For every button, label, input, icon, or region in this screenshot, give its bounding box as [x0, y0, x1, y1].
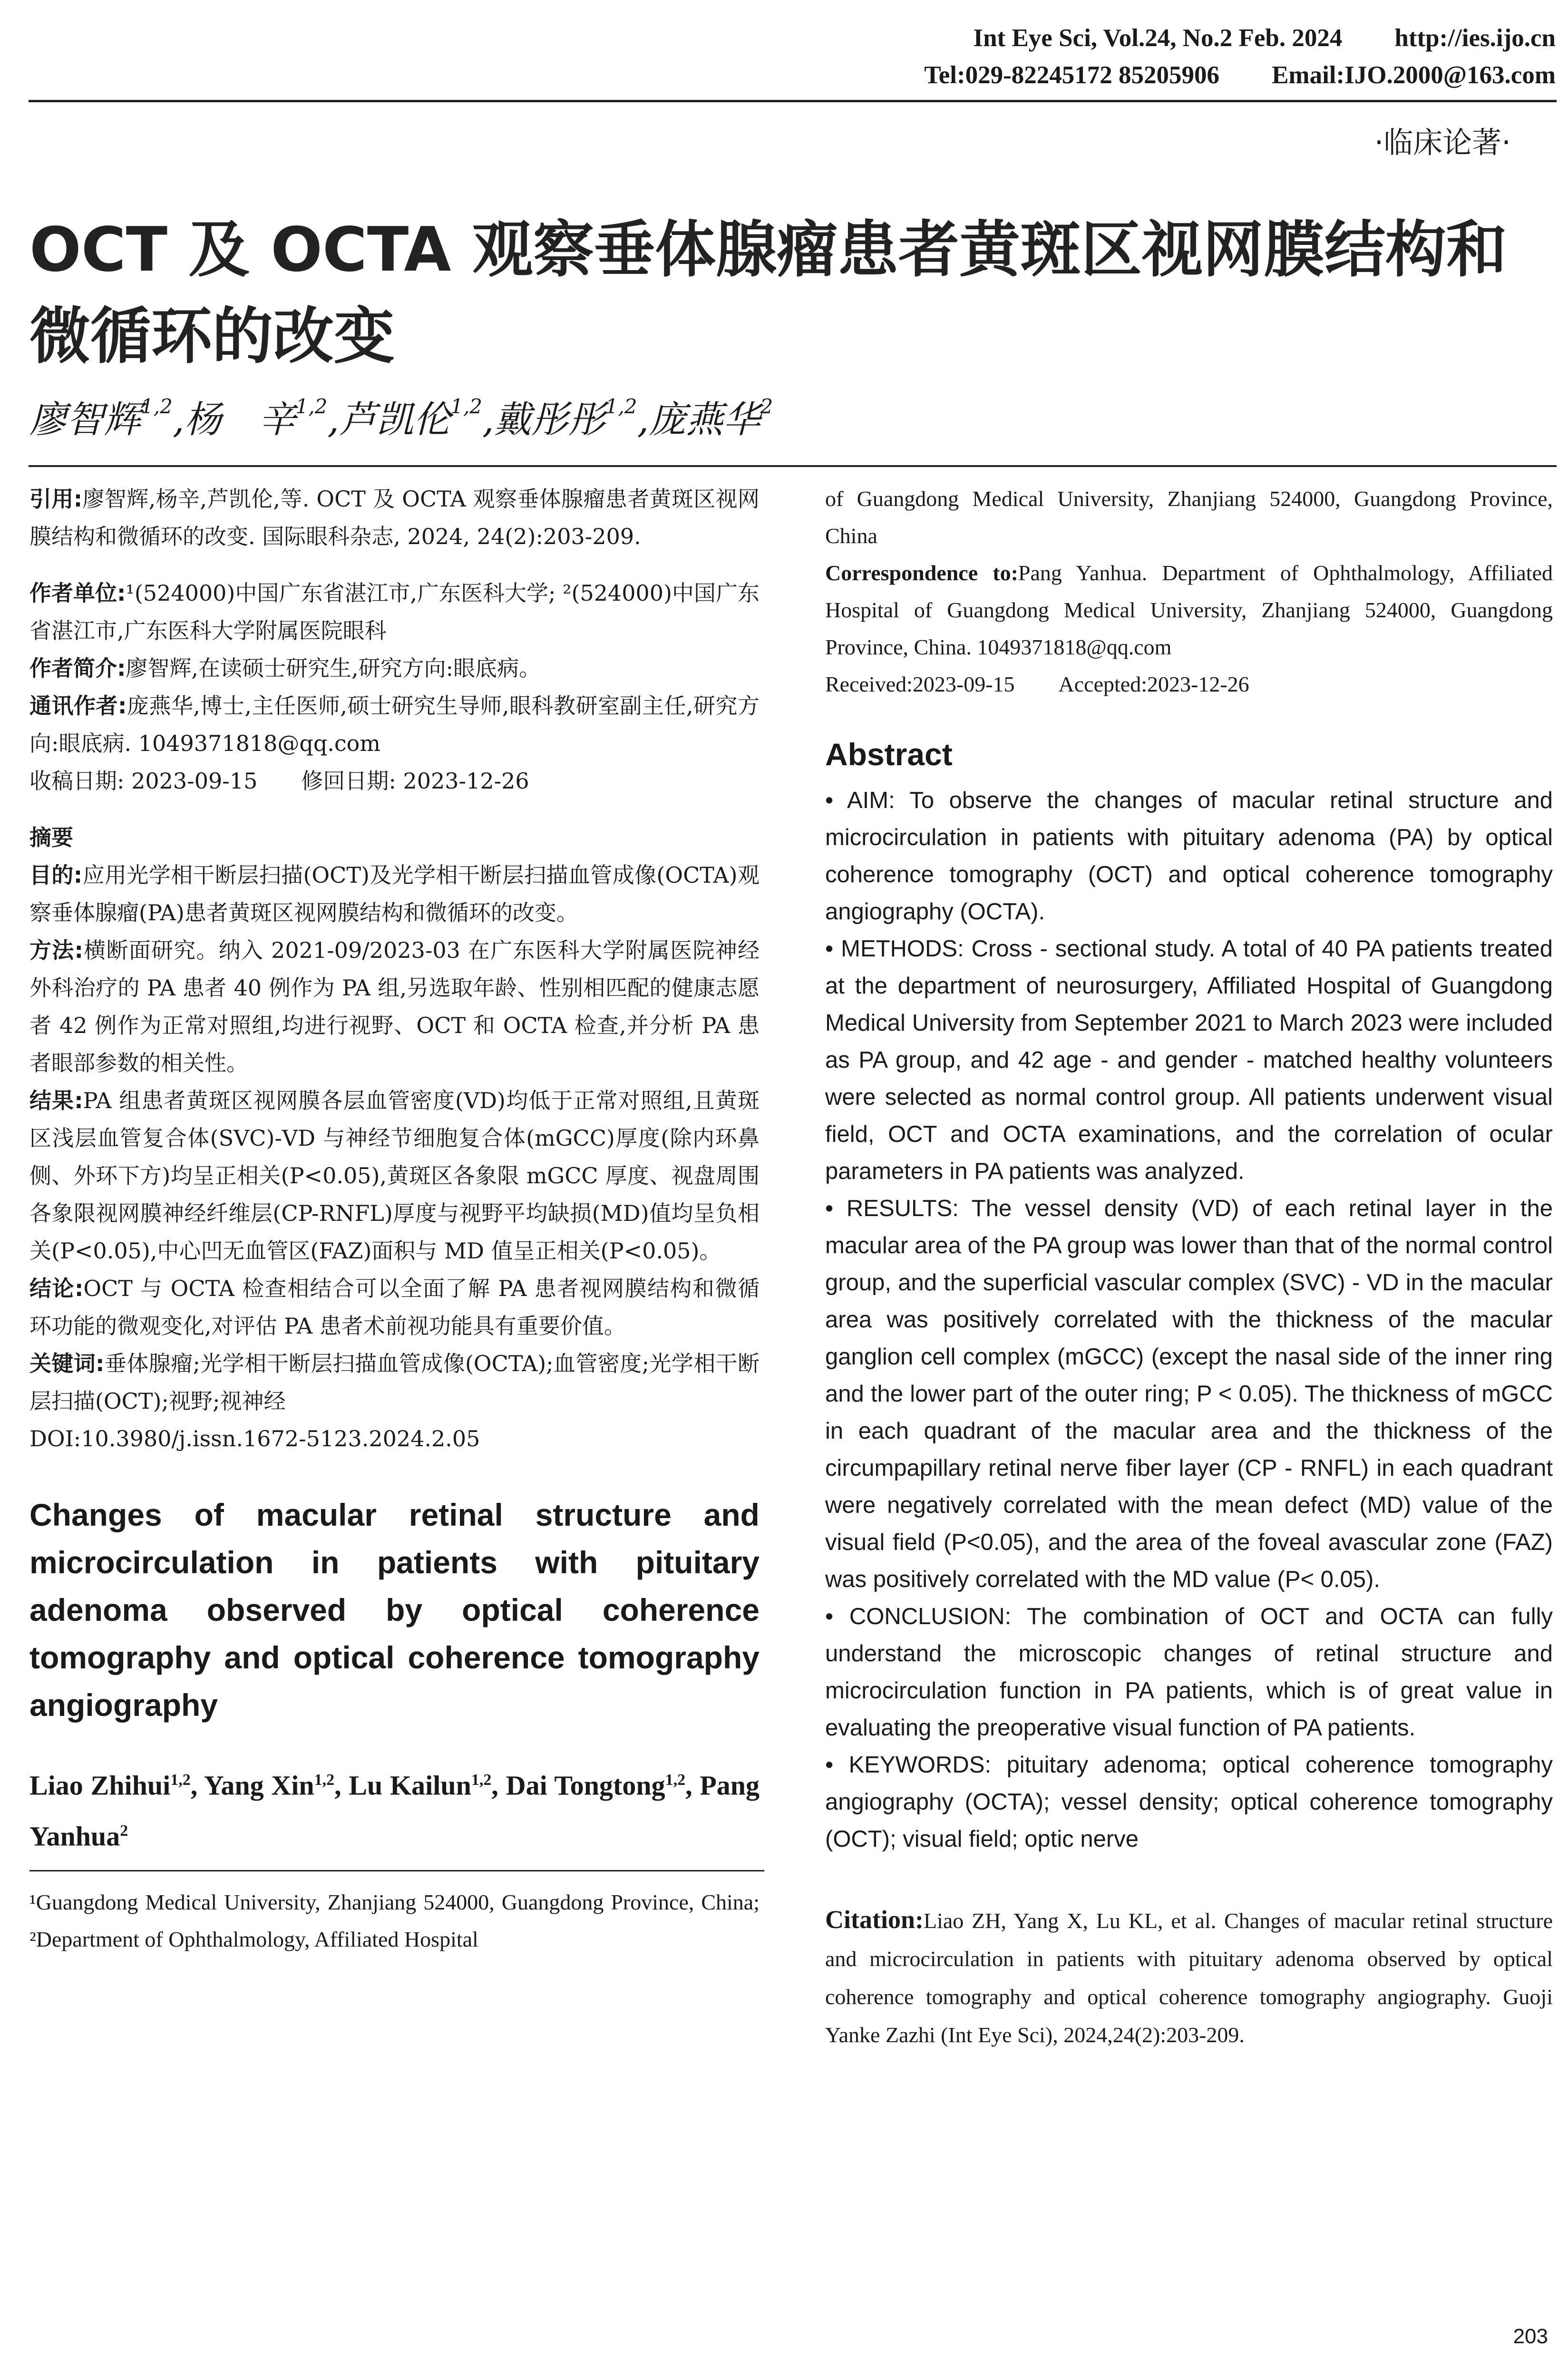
journal-email: Email:IJO.2000@163.com: [1272, 61, 1556, 89]
author-name: 庞燕华: [649, 399, 760, 441]
footnote-rule: [29, 1870, 764, 1871]
journal-header-line1: [973, 24, 1556, 52]
authors-cn: 廖智辉$^{1,2}$,杨 辛$^{1,2}$,芦凯伦$^{1,2}$,戴彤彤$^{1,2}$,庞燕华$^2$: [29, 395, 773, 441]
author-affil: 1,2: [141, 395, 173, 418]
keywords-en: • KEYWORDS: pituitary adenoma; optical coherence tomography angiography (OCTA); vessel density; optical coherence tomography (OCT); visual field; optic nerve: [825, 1752, 1553, 1852]
doi: DOI:10.3980/j.issn.1672-5123.2024.2.05: [29, 1426, 480, 1452]
journal-citation: Int Eye Sci, Vol.24, No.2 Feb. 2024: [973, 24, 1343, 52]
journal-url: http://ies.ijo.cn: [1394, 24, 1556, 52]
corresponding-author-cn: 通讯作者:庞燕华,博士,主任医师,硕士研究生导师,眼科教研室副主任,研究方向:眼底病. 1049371818@qq.com: [29, 693, 760, 756]
left-column: [29, 480, 760, 1958]
abstract-heading-cn: 摘要: [29, 825, 73, 850]
citation-en: Citation:Liao ZH, Yang X, Lu KL, et al. Changes of macular retinal structure and microcirculation in patients with pituitary adenoma observed by optical coherence tomography and optical coherence tomography angiography. Guoji Yanke Zazhi (Int Eye Sci), 2024,24(2):203-209.: [825, 1905, 1553, 2047]
section-label: ·临床论著·: [1374, 125, 1511, 160]
citation-cn: 引用:廖智辉,杨辛,芦凯伦,等. OCT 及 OCTA 观察垂体腺瘤患者黄斑区视网膜结构和微循环的改变. 国际眼科杂志, 2024, 24(2):203-209.: [29, 486, 760, 549]
author-name: 杨 辛: [184, 399, 296, 441]
received-dates-cn: 收稿日期: 2023-09-15 修回日期: 2023-12-26: [29, 768, 529, 794]
author-bio: 作者简介:廖智辉,在读硕士研究生,研究方向:眼底病。: [29, 655, 541, 681]
dates-en: Received:2023-09-15 Accepted:2023-12-26: [825, 672, 1249, 696]
affiliation-en-cont: of Guangdong Medical University, Zhanjiang 524000, Guangdong Province, China: [825, 487, 1553, 548]
english-title: Changes of macular retinal structure and microcirculation in patients with pituitary adenoma observed by optical coherence tomography and optical coherence tomography angiography: [29, 1497, 760, 1723]
author-affil: 1,2: [450, 395, 483, 418]
abstract-results-cn: 结果:PA 组患者黄斑区视网膜各层血管密度(VD)均低于正常对照组,且黄斑区浅层血管复合体(SVC)-VD 与神经节细胞复合体(mGCC)厚度(除内环鼻侧、外环下方)均呈正相关(P<0.05),黄斑区各象限 mGCC 厚度、视盘周围各象限视网膜神经纤维层(CP-RNFL)厚度与视野平均缺损(MD)值均呈负相关(P<0.05),中心凹无血管区(FAZ)面积与 MD 值呈正相关(P<0.05)。: [29, 1088, 760, 1264]
correspondence-en: Correspondence to:Pang Yanhua. Department of Ophthalmology, Affiliated Hospital of Guangdong Medical University, Zhanjiang 524000, Guangdong Province, China. 1049371818@qq.com: [825, 561, 1553, 659]
affiliation-cn: 作者单位:¹(524000)中国广东省湛江市,广东医科大学; ²(524000)中国广东省湛江市,广东医科大学附属医院眼科: [29, 580, 760, 643]
abstract-methods-en: • METHODS: Cross - sectional study. A total of 40 PA patients treated at the department of neurosurgery, Affiliated Hospital of Guangdong Medical University from September 2021 to March 2023 were included as PA group, and 42 age - and gender - matched healthy volunteers were selected as normal control group. All patients underwent visual field, OCT and OCTA examinations, and the correlation of ocular parameters in PA patients was analyzed.: [825, 936, 1553, 1184]
page-number: 203: [1513, 2325, 1548, 2348]
journal-tel: Tel:029-82245172 85205906: [924, 61, 1220, 89]
author-name: 戴彤彤: [494, 399, 605, 441]
english-authors: Liao Zhihui$^{1,2}$, Yang Xin$^{1,2}$, Lu Kailun$^{1,2}$, Dai Tongtong$^{1,2}$, Pang Yanhua$^2$: [29, 1770, 760, 1852]
abstract-aim-cn: 目的:应用光学相干断层扫描(OCT)及光学相干断层扫描血管成像(OCTA)观察垂体腺瘤(PA)患者黄斑区视网膜结构和微循环的改变。: [29, 862, 760, 925]
abstract-heading-en: Abstract: [825, 737, 953, 772]
abstract-aim-en: • AIM: To observe the changes of macular retinal structure and microcirculation in patients with pituitary adenoma (PA) by optical coherence tomography (OCT) and optical coherence tomography angiography (OCTA).: [825, 788, 1553, 925]
author-name: 芦凯伦: [339, 399, 451, 441]
abstract-conclusion-en: • CONCLUSION: The combination of OCT and OCTA can fully understand the microscopic changes of retinal structure and microcirculation function in PA patients, which is of great value in evaluating the preoperative visual function of PA patients.: [825, 1604, 1553, 1741]
author-affil: 2: [760, 395, 773, 418]
keywords-cn: 关键词:垂体腺瘤;光学相干断层扫描血管成像(OCTA);血管密度;光学相干断层扫描(OCT);视野;视神经: [29, 1351, 760, 1414]
author-name: 廖智辉: [29, 399, 141, 441]
right-column: [825, 480, 1553, 2054]
title-rule: [29, 465, 1557, 467]
author-affil: 1,2: [295, 395, 328, 418]
author-affil: 1,2: [605, 395, 637, 418]
abstract-results-en: • RESULTS: The vessel density (VD) of each retinal layer in the macular area of the PA group was lower than that of the normal control group, and the superficial vascular complex (SVC) - VD in the macular area was positively correlated with the thickness of the macular ganglion cell complex (mGCC) (except the nasal side of the inner ring and the lower part of the outer ring; P < 0.05). The thickness of mGCC in each quadrant of the macular area and the thickness of the circumpapillary retinal nerve fiber layer (CP - RNFL) in each quadrant were negatively correlated with the mean defect (MD) value of the visual field (P<0.05), and the area of the foveal avascular zone (FAZ) was positively correlated with the MD value (P< 0.05).: [825, 1196, 1553, 1592]
header-rule: [29, 100, 1557, 102]
abstract-conclusion-cn: 结论:OCT 与 OCTA 检查相结合可以全面了解 PA 患者视网膜结构和微循环功能的微观变化,对评估 PA 患者术前视功能具有重要价值。: [29, 1276, 760, 1339]
paper-title: OCT 及 OCTA 观察垂体腺瘤患者黄斑区视网膜结构和微循环的改变: [29, 214, 1507, 372]
affiliation-en: ¹Guangdong Medical University, Zhanjiang 524000, Guangdong Province, China; ²Department of Ophthalmology, Affiliated Hospital: [29, 1890, 760, 1951]
abstract-methods-cn: 方法:横断面研究。纳入 2021-09/2023-03 在广东医科大学附属医院神经外科治疗的 PA 患者 40 例作为 PA 组,另选取年龄、性别相匹配的健康志愿者 42 例作为正常对照组,均进行视野、OCT 和 OCTA 检查,并分析 PA 患者眼部参数的相关性。: [29, 937, 760, 1076]
journal-header-line2: [924, 61, 1556, 89]
